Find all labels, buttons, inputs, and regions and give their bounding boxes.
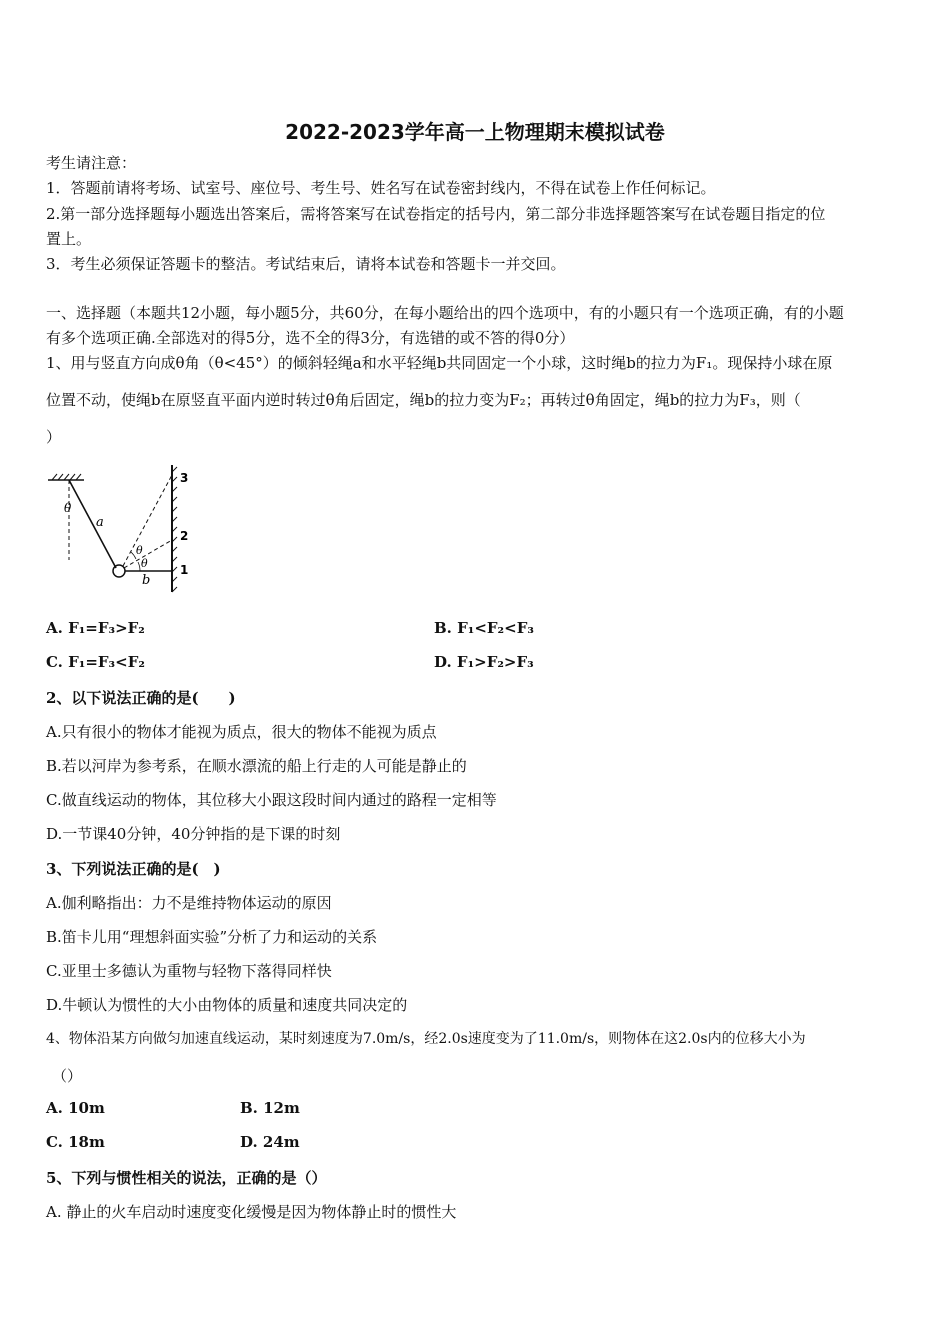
section-instructions-2: 有多个选项正确.全部选对的得5分，选不全的得3分，有选错的或不答的得0分） <box>46 329 575 347</box>
notice-item-1: 1．答题前请将考场、试室号、座位号、考生号、姓名写在试卷密封线内，不得在试卷上作任何标记。 <box>46 179 716 197</box>
label-theta-top: θ <box>64 501 72 515</box>
q3-option-a[interactable]: A.伽利略指出：力不是维持物体运动的原因 <box>46 894 332 912</box>
q3-option-b[interactable]: B.笛卡儿用“理想斜面实验”分析了力和运动的关系 <box>46 928 378 946</box>
q5-option-a[interactable]: A. 静止的火车启动时速度变化缓慢是因为物体静止时的惯性大 <box>46 1203 457 1221</box>
section-instructions-1: 一、选择题（本题共12小题，每小题5分，共60分，在每小题给出的四个选项中，有的小题只有一个选项正确，有的小题 <box>46 304 844 322</box>
notice-item-2: 2.第一部分选择题每小题选出答案后，需将答案写在试卷指定的括号内，第二部分非选择题答案写在试卷题目指定的位 <box>46 205 826 223</box>
q1-stem-1: 1、用与竖直方向成θ角（θ<45°）的倾斜轻绳a和水平轻绳b共同固定一个小球，这时绳b的拉力为F₁。现保持小球在原 <box>46 354 833 372</box>
q1-option-d[interactable]: D. F₁>F₂>F₃ <box>434 653 534 671</box>
q1-option-a[interactable]: A. F₁=F₃>F₂ <box>46 619 145 637</box>
q3-option-d[interactable]: D.牛顿认为惯性的大小由物体的质量和速度共同决定的 <box>46 996 408 1014</box>
label-pos-1: 1 <box>180 563 189 577</box>
q2-option-d[interactable]: D.一节课40分钟，40分钟指的是下课的时刻 <box>46 825 341 843</box>
notice-heading: 考生请注意： <box>46 154 137 172</box>
q4-option-c[interactable]: C. 18m <box>46 1133 105 1151</box>
q4-option-b[interactable]: B. 12m <box>240 1099 300 1117</box>
label-theta-2: θ <box>136 544 143 557</box>
q2-option-c[interactable]: C.做直线运动的物体，其位移大小跟这段时间内通过的路程一定相等 <box>46 791 497 809</box>
label-theta-1: θ <box>141 557 148 570</box>
q3-option-c[interactable]: C.亚里士多德认为重物与轻物下落得同样快 <box>46 962 332 980</box>
notice-item-2-cont: 置上。 <box>46 230 92 248</box>
label-rope-a: a <box>96 515 104 530</box>
q1-option-c[interactable]: C. F₁=F₃<F₂ <box>46 653 145 671</box>
page-title: 2022-2023学年高一上物理期末模拟试卷 <box>285 120 665 144</box>
q1-option-b[interactable]: B. F₁<F₂<F₃ <box>434 619 534 637</box>
q1-stem-2: 位置不动，使绳b在原竖直平面内逆时转过θ角后固定，绳b的拉力变为F₂；再转过θ角固定，绳b的拉力为F₃，则（ <box>46 391 801 409</box>
q4-stem-1: 4、物体沿某方向做匀加速直线运动，某时刻速度为7.0m/s，经2.0s速度变为了11.0m/s，则物体在这2.0s内的位移大小为 <box>46 1031 806 1047</box>
label-rope-b: b <box>142 573 151 588</box>
q2-option-b[interactable]: B.若以河岸为参考系，在顺水漂流的船上行走的人可能是静止的 <box>46 757 467 775</box>
q5-stem: 5、下列与惯性相关的说法，正确的是（） <box>46 1169 327 1187</box>
q2-option-a[interactable]: A.只有很小的物体才能视为质点，很大的物体不能视为质点 <box>46 723 437 741</box>
q4-option-a[interactable]: A. 10m <box>46 1099 105 1117</box>
q4-stem-2: （） <box>52 1067 83 1085</box>
q1-force-diagram <box>44 460 194 595</box>
q2-stem: 2、以下说法正确的是( ) <box>46 689 236 707</box>
q1-stem-3: ） <box>46 428 62 446</box>
label-pos-2: 2 <box>180 529 189 543</box>
q4-option-d[interactable]: D. 24m <box>240 1133 300 1151</box>
notice-item-3: 3．考生必须保证答题卡的整洁。考试结束后，请将本试卷和答题卡一并交回。 <box>46 255 566 273</box>
label-pos-3: 3 <box>180 471 189 485</box>
q3-stem: 3、下列说法正确的是( ) <box>46 860 221 878</box>
